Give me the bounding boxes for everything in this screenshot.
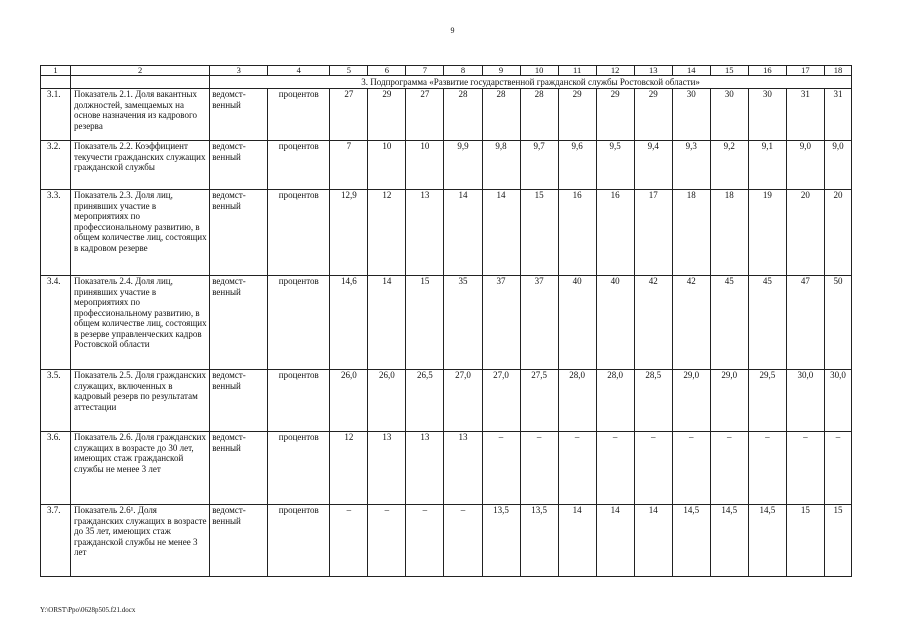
indicator-name: Показатель 2.5. Доля гражданских служащих, включенных в кадровый резерв по результатам аттестации (71, 370, 210, 432)
value-cell: 9,5 (596, 141, 634, 190)
value-cell: 40 (596, 276, 634, 370)
column-number: 9 (482, 66, 520, 76)
table-row (41, 370, 852, 432)
value-cell: 15 (786, 505, 824, 577)
value-cell: 18 (672, 190, 710, 276)
indicator-name: Показатель 2.1. Доля вакантных должностей, замещаемых на основе назначения из кадрового резерва (71, 89, 210, 141)
value-cell: 28,0 (596, 370, 634, 432)
value-cell: 14 (558, 505, 596, 577)
table-row (41, 276, 852, 370)
row-number: 3.4. (41, 276, 71, 370)
value-cell: 30,0 (786, 370, 824, 432)
value-cell: 7 (330, 141, 368, 190)
indicator-source: ведомст-венный (210, 89, 268, 141)
value-cell: 37 (520, 276, 558, 370)
value-cell: 13 (444, 432, 482, 505)
value-cell: 27 (330, 89, 368, 141)
value-cell: 29,5 (748, 370, 786, 432)
value-cell: – (596, 432, 634, 505)
value-cell: 30 (710, 89, 748, 141)
section-row (41, 76, 852, 89)
row-number: 3.3. (41, 190, 71, 276)
value-cell: 29 (368, 89, 406, 141)
indicator-name: Показатель 2.6. Доля гражданских служащих в возрасте до 30 лет, имеющих стаж гражданской службы не менее 3 лет (71, 432, 210, 505)
column-number: 16 (748, 66, 786, 76)
column-number: 17 (786, 66, 824, 76)
value-cell: 18 (710, 190, 748, 276)
value-cell: – (824, 432, 851, 505)
value-cell: 9,8 (482, 141, 520, 190)
value-cell: 30 (748, 89, 786, 141)
value-cell: 16 (596, 190, 634, 276)
value-cell: 37 (482, 276, 520, 370)
indicator-name: Показатель 2.3. Доля лиц, принявших участие в мероприятиях по профессиональному развитию, в общем количестве лиц, состоящих в кадровом резерве (71, 190, 210, 276)
value-cell: 31 (786, 89, 824, 141)
indicator-unit: процентов (268, 276, 330, 370)
indicator-name: Показатель 2.2. Коэффициент текучести гражданских служащих гражданской службы (71, 141, 210, 190)
value-cell: 14,5 (748, 505, 786, 577)
value-cell: 26,0 (368, 370, 406, 432)
table-row (41, 141, 852, 190)
value-cell: 28,0 (558, 370, 596, 432)
value-cell: 29,0 (710, 370, 748, 432)
page-number: 9 (450, 26, 455, 35)
value-cell: 9,9 (444, 141, 482, 190)
indicator-unit: процентов (268, 370, 330, 432)
value-cell: 12 (330, 432, 368, 505)
indicator-source: ведомст-венный (210, 190, 268, 276)
indicator-unit: процентов (268, 89, 330, 141)
value-cell: 10 (406, 141, 444, 190)
value-cell: 31 (824, 89, 851, 141)
value-cell: 12,9 (330, 190, 368, 276)
value-cell: 27 (406, 89, 444, 141)
value-cell: 9,6 (558, 141, 596, 190)
value-cell: – (710, 432, 748, 505)
value-cell: 9,1 (748, 141, 786, 190)
column-number: 11 (558, 66, 596, 76)
row-number: 3.7. (41, 505, 71, 577)
value-cell: 14,5 (710, 505, 748, 577)
value-cell: – (368, 505, 406, 577)
indicator-unit: процентов (268, 141, 330, 190)
column-number: 5 (330, 66, 368, 76)
value-cell: 14,5 (672, 505, 710, 577)
table-body (41, 66, 852, 577)
value-cell: 9,2 (710, 141, 748, 190)
value-cell: 15 (824, 505, 851, 577)
column-number-row (41, 66, 852, 76)
value-cell: 30 (672, 89, 710, 141)
value-cell: 29,0 (672, 370, 710, 432)
section-empty-cell-1 (41, 76, 71, 89)
value-cell: 16 (558, 190, 596, 276)
indicator-unit: процентов (268, 505, 330, 577)
table-row (41, 432, 852, 505)
table-row (41, 89, 852, 141)
indicators-table (40, 65, 852, 577)
value-cell: – (748, 432, 786, 505)
value-cell: 17 (634, 190, 672, 276)
value-cell: 42 (672, 276, 710, 370)
value-cell: – (406, 505, 444, 577)
column-number: 6 (368, 66, 406, 76)
value-cell: 14 (482, 190, 520, 276)
value-cell: 14 (634, 505, 672, 577)
value-cell: 50 (824, 276, 851, 370)
value-cell: 26,5 (406, 370, 444, 432)
row-number: 3.6. (41, 432, 71, 505)
value-cell: 29 (596, 89, 634, 141)
indicator-source: ведомст-венный (210, 432, 268, 505)
value-cell: 10 (368, 141, 406, 190)
column-number: 1 (41, 66, 71, 76)
value-cell: 9,0 (786, 141, 824, 190)
table-row (41, 190, 852, 276)
row-number: 3.5. (41, 370, 71, 432)
value-cell: 14 (444, 190, 482, 276)
row-number: 3.2. (41, 141, 71, 190)
value-cell: 14 (368, 276, 406, 370)
indicator-name: Показатель 2.6¹. Доля гражданских служащих в возрасте до 35 лет, имеющих стаж гражданской службы не менее 3 лет (71, 505, 210, 577)
value-cell: 29 (634, 89, 672, 141)
indicator-name: Показатель 2.4. Доля лиц, принявших участие в мероприятиях по профессиональному развитию, в общем количестве лиц, состоящих в резерве управленческих кадров Ростовской области (71, 276, 210, 370)
value-cell: – (330, 505, 368, 577)
value-cell: 13 (368, 432, 406, 505)
value-cell: – (520, 432, 558, 505)
value-cell: 15 (520, 190, 558, 276)
column-number: 12 (596, 66, 634, 76)
indicator-source: ведомст-венный (210, 505, 268, 577)
column-number: 2 (71, 66, 210, 76)
value-cell: 45 (748, 276, 786, 370)
value-cell: 40 (558, 276, 596, 370)
value-cell: – (786, 432, 824, 505)
value-cell: 28,5 (634, 370, 672, 432)
value-cell: 13 (406, 432, 444, 505)
row-number: 3.1. (41, 89, 71, 141)
section-title: 3. Подпрограмма «Развитие государственной гражданской службы Ростовской области» (210, 76, 852, 89)
column-number: 15 (710, 66, 748, 76)
value-cell: 13,5 (482, 505, 520, 577)
value-cell: 42 (634, 276, 672, 370)
value-cell: 9,0 (824, 141, 851, 190)
value-cell: – (672, 432, 710, 505)
column-number: 14 (672, 66, 710, 76)
value-cell: 28 (482, 89, 520, 141)
value-cell: 28 (520, 89, 558, 141)
value-cell: 28 (444, 89, 482, 141)
column-number: 18 (824, 66, 851, 76)
value-cell: 47 (786, 276, 824, 370)
value-cell: 20 (824, 190, 851, 276)
column-number: 8 (444, 66, 482, 76)
indicator-unit: процентов (268, 432, 330, 505)
value-cell: 12 (368, 190, 406, 276)
section-empty-cell-2 (71, 76, 210, 89)
column-number: 3 (210, 66, 268, 76)
value-cell: 30,0 (824, 370, 851, 432)
value-cell: 9,3 (672, 141, 710, 190)
indicator-source: ведомст-венный (210, 141, 268, 190)
value-cell: 29 (558, 89, 596, 141)
table-row (41, 505, 852, 577)
value-cell: 13 (406, 190, 444, 276)
column-number: 13 (634, 66, 672, 76)
column-number: 4 (268, 66, 330, 76)
value-cell: 35 (444, 276, 482, 370)
value-cell: 26,0 (330, 370, 368, 432)
value-cell: 45 (710, 276, 748, 370)
value-cell: 13,5 (520, 505, 558, 577)
value-cell: 27,0 (444, 370, 482, 432)
indicator-source: ведомст-венный (210, 370, 268, 432)
footer-file-path: Y:\ORST\Ppo\0628p505.f21.docx (40, 606, 136, 614)
value-cell: – (634, 432, 672, 505)
value-cell: – (482, 432, 520, 505)
column-number: 10 (520, 66, 558, 76)
value-cell: 9,4 (634, 141, 672, 190)
value-cell: – (444, 505, 482, 577)
value-cell: 14,6 (330, 276, 368, 370)
value-cell: 14 (596, 505, 634, 577)
value-cell: 20 (786, 190, 824, 276)
value-cell: 19 (748, 190, 786, 276)
value-cell: – (558, 432, 596, 505)
value-cell: 9,7 (520, 141, 558, 190)
column-number: 7 (406, 66, 444, 76)
indicator-source: ведомст-венный (210, 276, 268, 370)
value-cell: 27,5 (520, 370, 558, 432)
indicator-unit: процентов (268, 190, 330, 276)
value-cell: 15 (406, 276, 444, 370)
value-cell: 27,0 (482, 370, 520, 432)
